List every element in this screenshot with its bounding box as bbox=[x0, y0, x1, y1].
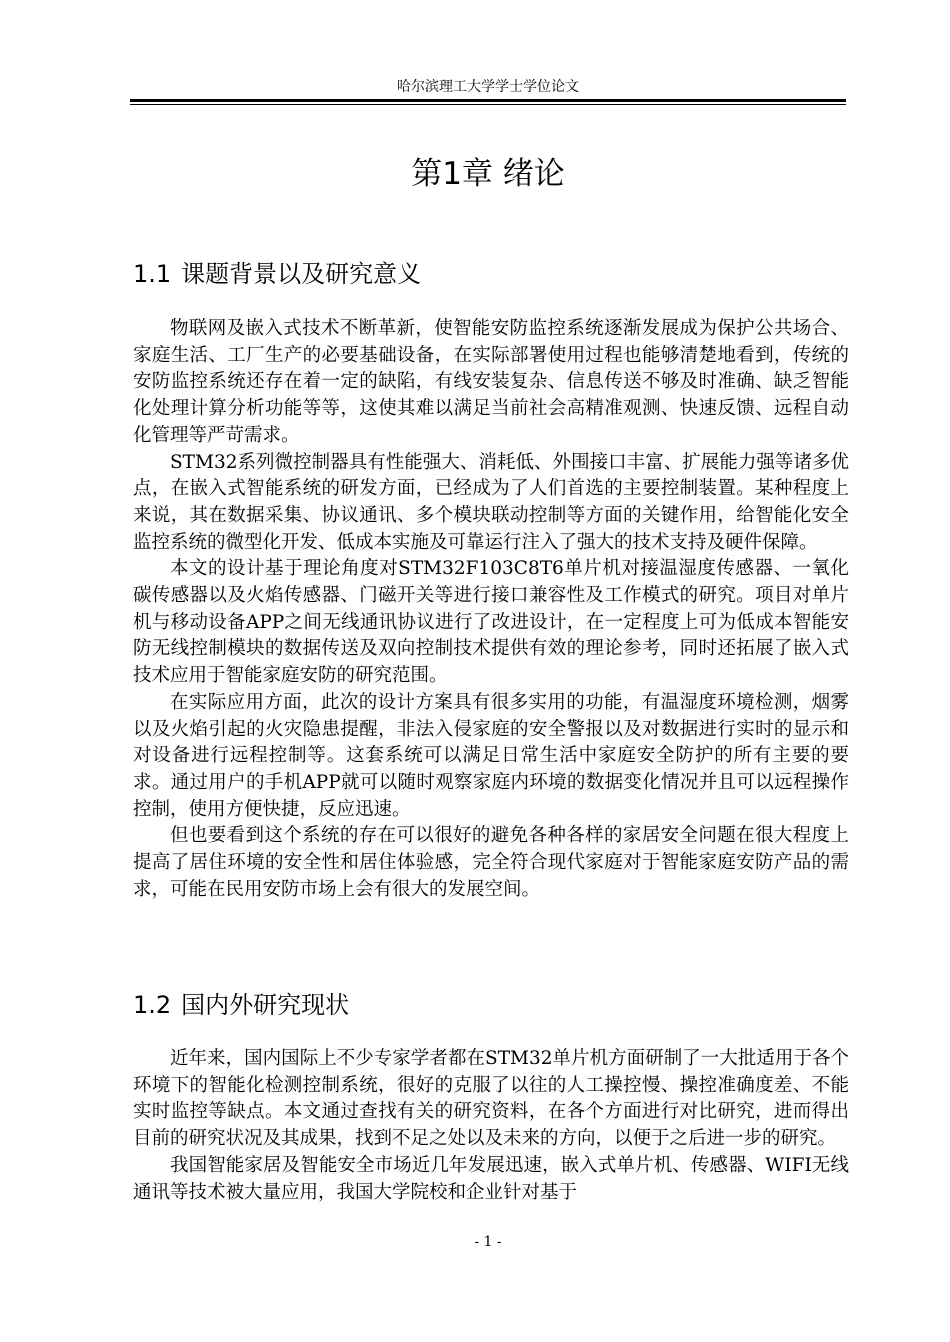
section-body-1-2 bbox=[133, 1046, 849, 1206]
paragraph: STM32系列微控制器具有性能强大、消耗低、外围接口丰富、扩展能力强等诸多优点，在嵌入式智能系统的研发方面，已经成为了人们首选的主要控制装置。某种程度上来说，其在数据采集、协议通讯、多个模块联动控制等方面的关键作用，给智能化安全监控系统的微型化开发、低成本实施及可靠运行注入了强大的技术支持及硬件保障。 bbox=[133, 451, 849, 553]
section-body-1-1 bbox=[133, 316, 849, 903]
section-number: 1.2 bbox=[133, 991, 172, 1019]
page-number: - 1 - bbox=[474, 1234, 502, 1250]
running-header: 哈尔滨理工大学学士学位论文 bbox=[397, 79, 579, 95]
section-number: 1.1 bbox=[133, 260, 172, 288]
paragraph: 在实际应用方面，此次的设计方案具有很多实用的功能，有温湿度环境检测，烟雾以及火焰引起的火灾隐患提醒，非法入侵家庭的安全警报以及对数据进行实时的显示和对设备进行远程控制等。这套系统可以满足日常生活中家庭安全防护的所有主要的要求。通过用户的手机APP就可以随时观察家庭内环境的数据变化情况并且可以远程操作控制，使用方便快捷，反应迅速。 bbox=[133, 691, 849, 820]
paragraph: 我国智能家居及智能安全市场近几年发展迅速，嵌入式单片机、传感器、WIFI无线通讯等技术被大量应用，我国大学院校和企业针对基于 bbox=[133, 1154, 849, 1203]
paragraph: 本文的设计基于理论角度对STM32F103C8T6单片机对接温湿度传感器、一氧化碳传感器以及火焰传感器、门磁开关等进行接口兼容性及工作模式的研究。项目对单片机与移动设备APP之间无线通讯协议进行了改进设计，在一定程度上可为低成本智能安防无线控制模块的数据传送及双向控制技术提供有效的理论参考，同时还拓展了嵌入式技术应用于智能家庭安防的研究范围。 bbox=[133, 558, 849, 687]
paragraph: 物联网及嵌入式技术不断革新，使智能安防监控系统逐渐发展成为保护公共场合、家庭生活、工厂生产的必要基础设备，在实际部署使用过程也能够清楚地看到，传统的安防监控系统还存在着一定的缺陷，有线安装复杂、信息传送不够及时准确、缺乏智能化处理计算分析功能等等，这使其难以满足当前社会高精准观测、快速反馈、远程自动化管理等严苛需求。 bbox=[133, 318, 849, 446]
paragraph: 近年来，国内国际上不少专家学者都在STM32单片机方面研制了一大批适用于各个环境下的智能化检测控制系统，很好的克服了以往的人工操控慢、操控准确度差、不能实时监控等缺点。本文通过查找有关的研究资料，在各个方面进行对比研究，进而得出目前的研究状况及其成果，找到不足之处以及未来的方向，以便于之后进一步的研究。 bbox=[133, 1048, 849, 1150]
section-title: 课题背景以及研究意义 bbox=[181, 260, 422, 288]
section-heading-1-2 bbox=[133, 989, 846, 1021]
section-heading-1-1 bbox=[133, 258, 846, 290]
paragraph: 但也要看到这个系统的存在可以很好的避免各种各样的家居安全问题在很大程度上提高了居住环境的安全性和居住体验感，完全符合现代家庭对于智能家庭安防产品的需求，可能在民用安防市场上会有很大的发展空间。 bbox=[133, 825, 849, 900]
header-rule-thin bbox=[130, 104, 846, 105]
header-rule-thick bbox=[130, 99, 846, 102]
section-title: 国内外研究现状 bbox=[181, 991, 350, 1019]
chapter-title: 第1章 绪论 bbox=[411, 156, 565, 192]
